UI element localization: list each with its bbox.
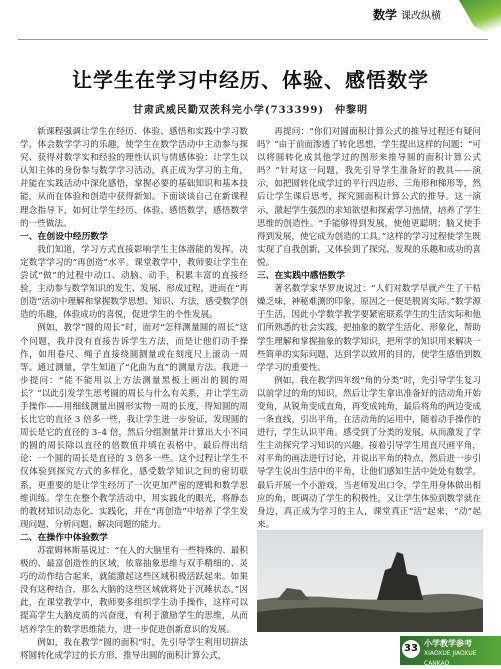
header-divider	[18, 39, 488, 40]
section1-paragraph: 我们知道，学习方式直接影响学生主体潜能的发挥，决定数学学习的“再创造”水平。课堂教学中，教师要让学生在尝试“做”的过程中动口、动脑、动手，积累丰富的直接经验，主动参与数学知识的发生、发展、形成过程，进而在“再创造”活动中理解和掌握数学思想、知识、方法，感受数学创造的乐趣，体验成功的喜悦，促进学生的个性发展。	[20, 244, 248, 321]
section3-paragraph: 例如，我在教学四年级“角的分类”时，先引导学生复习以前学过的角的知识，然后让学生拿出准备好的活动角开始变角，从锐角变成直角，再变成钝角，最后将角的两边变成一条直线，引出平角，在活动角的运用中，随着动手操作的进行，学生认识平角。感受到了分类的发展，从而激发了学生主动探究学习知识的兴趣。接着引导学生用直尺画平角，对平角的画法进行讨论，并说出平角的特点，然后进一步引导学生说出生活中的平角，让他们感知生活中处处有数学。最后开展一个小游戏，当老师发出口令，学生用身体做出相应的角，既调动了学生的积极性，又让学生体验到数学就在身边，真正成为学习的主人，课堂真正“活”起来，“动”起来。	[257, 375, 481, 530]
column-label	[373, 6, 441, 23]
section-heading-1: 一、在创设中经历数学	[20, 231, 108, 242]
section2-paragraph: 苏霍姆林斯基说过：“在人的大脑里有一些特殊的、最积极的、最富创造性的区域，依靠抽象思维与双手精细的、灵巧的动作结合起来，就能激起这些区域积极活跃起来。如果没有这种结合，那么大脑的这些区域就将处于沉睡状态。”因此，在课堂教学中，教师要多组织学生动手操作，这样可以提高学生大脑皮质的兴奋度，有利于激励学生的思维，从而培养学生的数学思维能力，进一步促进创新意识的发展。	[20, 546, 248, 635]
page-header	[0, 0, 501, 42]
continued-paragraph: 再提问：“你们对圆面积计算公式的推导过程还有疑问吗？”由于前面渗透了转化思想，学生提出这样的问题：“可以将圆转化成其他学过的图形来推导圆的面积计算公式吗？”针对这一问题，我先引导学生准备好的教具——演示，如把圆转化成学过的平行四边形、三角形和梯形等，然后让学生课后思考，探究圆面积计算公式的推导。这一演示，激起学生强烈的求知欲望和探索学习热情，培养了学生思维的创造性。“手能够得到发展，使他更聪明；脑又使手得到发展，使它成为创造的工具。”这样的学习过程使学生既实现了自我创新，又体验到了探究、发现的乐趣和成功的喜悦。	[257, 127, 481, 268]
left-column	[20, 126, 248, 663]
section-heading-2: 二、在操作中体验数学	[20, 532, 108, 543]
landscape-photo	[257, 530, 483, 632]
right-column	[257, 126, 481, 599]
magazine-subtitle: XIAOXUE JIAOXUE CANKAO	[424, 650, 477, 667]
section1-paragraph: 例如，教学“圆的周长”时，面对“怎样测量圆的周长”这个问题，我并没有直接告诉学生方法，而是让他们动手操作，如用卷尺、绳子直接绕圆测量或在刻度尺上滚动一周等。通过测量，学生知道了“化曲为直”的测量方法。我进一步提问：“能不能用以上方法测量黑板上画出的圆的周长？”以此引发学生思考圆的周长与什么有关系，并让学生动手操作——用细线测量出圆形实物一周的长度，得知圆的周长比它的直径 3 倍多一些，我让学生进一步验证，发现圆的周长是它的直径的 3–4 倍，然后分组测量并计算出大小不同的圆的周长除以直径的倍数值并填在表格中，最后得出结论：一个圆的周长是直径的 3 倍多一些。这个过程让学生不仅体验到探究方式的多样化，感受数学知识之间的密切联系，更重要的是让学生经历了一次更加严密的逻辑和数学思维训练。学生在整个教学活动中，用实践化的眼光，将静态的教材知识动态化、实践化，并在“再创造”中培养了学生发现问题、分析问题、解决问题的能力。	[20, 323, 248, 530]
page-number: 33	[402, 640, 420, 658]
leaf-decoration-icon	[441, 0, 501, 40]
article-byline: 甘肃武威民勤双茨科完小学(733399) 仲黎明	[132, 105, 369, 116]
magazine-title: 小学教学参考	[424, 639, 472, 648]
section-heading-3: 三、在实践中感悟数学	[257, 271, 345, 282]
intro-paragraph: 新课程强调让学生在经历、体验、感悟和实践中学习数学，体会数学学习的乐趣，使学生在数学活动中主动参与探究、获得对数学实和经验的理性认识与情感体验；让学生以认知主体的身份参与数学学习活动，真正成为学习的主角，并能在实践活动中深化感悟，掌握必要的基础知识和基本技能，从而在体验和创造中获得新知。下面谈谈自己在新课程理念指导下，如何让学生经历、体验、感悟数学，感悟数学的一些做法。	[20, 127, 248, 229]
section3-paragraph: 著名数学家华罗庚说过：“人们对数学早就产生了干枯燥乏味，神秘难测的印象，原因之一便是脱离实际。”数学源于生活，因此小学数学教学要紧密联系学生的生活实际和他们所熟悉的社会实践，把抽象的数学生活化、形象化，帮助学生理解和掌握抽象的数学知识，把所学的知识用来解决一些简单的实际问题，达到学以致用的目的，使学生感悟到数学学习的重要性。	[257, 284, 481, 373]
column-label-main: 数学	[372, 8, 397, 22]
article-title: 让学生在学习中经历、体验、感悟数学	[72, 68, 429, 92]
section2-paragraph: 例如，我在教学“圆的面积”时，先引导学生利用切拼法将圆转化成学过的长方形，推导出圆的面积计算公式，	[20, 637, 248, 661]
column-label-sub: 课改纵横	[401, 11, 441, 22]
